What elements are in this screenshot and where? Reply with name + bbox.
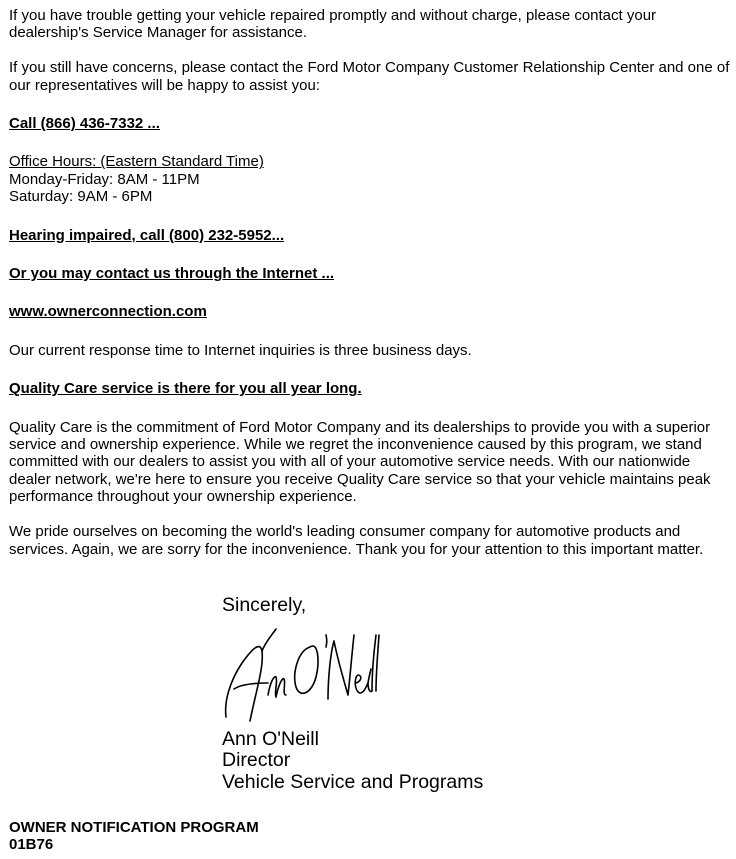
internet-contact-heading: Or you may contact us through the Internet ... — [9, 265, 335, 283]
signer-name: Ann O'Neill — [222, 727, 319, 750]
call-phone-link[interactable]: Call (866) 436-7332 ... — [9, 115, 160, 133]
weekday-hours: Monday-Friday: 8AM - 11PM — [9, 170, 200, 188]
website-link[interactable]: www.ownerconnection.com — [9, 303, 207, 321]
quality-care-paragraph: Quality Care is the commitment of Ford Motor Company and its dealerships to provide you with a superior service and ownership experience. While we regret the inconvenience caused by this program, we stand committed with our dealers to assist you with all of your automotive service needs. With our nationwide dealer network, we're here to ensure you receive Quality Care service so that your vehicle maintains peak performance throughout your ownership experience. — [9, 418, 711, 506]
concerns-paragraph: If you still have concerns, please contact the Ford Motor Company Customer Relationship Center and one of our representatives will be happy to assist you: — [9, 59, 730, 94]
program-footer — [9, 819, 259, 854]
saturday-hours: Saturday: 9AM - 6PM — [9, 188, 153, 206]
handwritten-signature — [216, 621, 381, 725]
signer-title: Director — [222, 749, 291, 771]
closing-paragraph: We pride ourselves on becoming the world's leading consumer company for automotive products and services. Again, we are sorry for the inconvenience. Thank you for your attention to this important matter. — [9, 523, 704, 558]
signature-block — [222, 595, 483, 793]
salutation: Sincerely, — [222, 594, 307, 616]
program-code: 01B76 — [9, 836, 54, 854]
hearing-impaired-link[interactable]: Hearing impaired, call (800) 232-5952... — [9, 226, 285, 244]
office-hours-heading: Office Hours: (Eastern Standard Time) — [9, 153, 264, 171]
trouble-paragraph: If you have trouble getting your vehicle repaired promptly and without charge, please contact your dealership's Service Manager for assistance. — [9, 7, 657, 42]
office-hours — [9, 153, 731, 205]
response-time-text: Our current response time to Internet inquiries is three business days. — [9, 341, 472, 359]
program-label: OWNER NOTIFICATION PROGRAM — [9, 819, 259, 836]
letter-body — [9, 7, 731, 558]
quality-care-heading: Quality Care service is there for you all year long. — [9, 380, 362, 398]
signer-department: Vehicle Service and Programs — [222, 770, 484, 793]
